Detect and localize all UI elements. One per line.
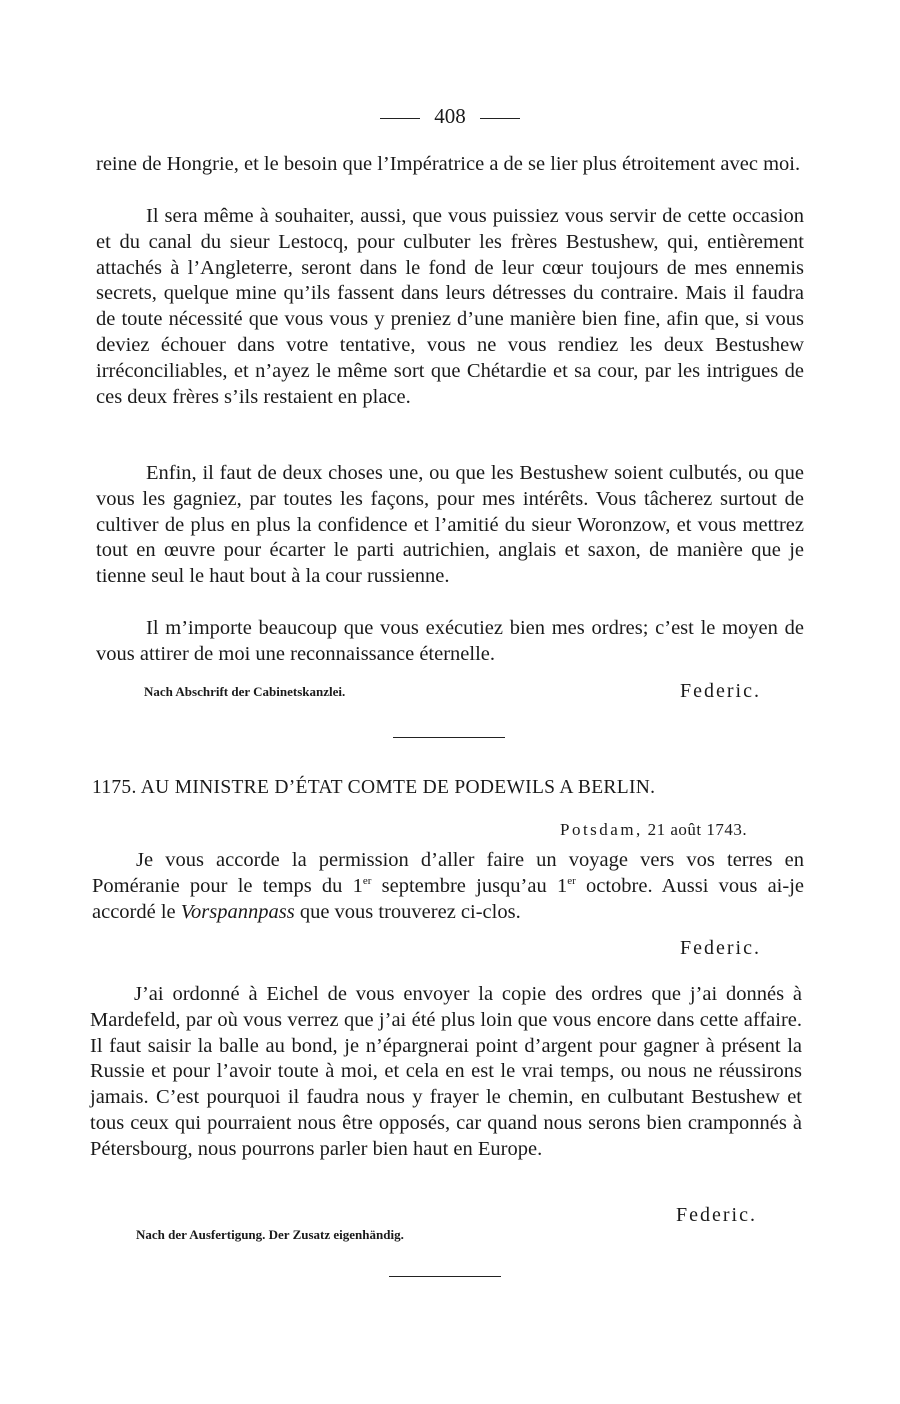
- superscript-2: er: [567, 874, 576, 887]
- dateline: [560, 820, 747, 840]
- source-note-2: Nach der Ausfertigung. Der Zusatz eigenhändig.: [136, 1227, 404, 1242]
- source-note-1: Nach Abschrift der Cabinetskanzlei.: [144, 684, 346, 699]
- letter-body-text-c: octobre. Aussi vous ai-je accordé le: [92, 874, 804, 923]
- letter-body-text-a: Je vous accorde la permission d’aller faire un voyage vers vos terres en Poméranie pour le temps du 1: [92, 849, 804, 897]
- paragraph-3: Enfin, il faut de deux choses une, ou que les Bestushew soient culbutés, ou que vous les gagniez, par toutes les façons, pour mes intérêts. Vous tâcherez surtout de cultiver de plus en plus la confidence et l’amitié du sieur Woronzow, et vous mettrez tout en œuvre pour écarter le parti autrichien, anglais et saxon, de manière que je tienne seul le haut bout à la cour russienne.: [96, 462, 804, 588]
- paragraph-2: Il sera même à souhaiter, aussi, que vous puissiez vous servir de cette occasion et du canal du sieur Lestocq, pour culbuter les frères Bestushew, qui, entièrement attachés à l’Angleterre, seront dans le fond de leur cœur toujours de mes ennemis secrets, quelque mine qu’ils fassent dans leurs détresses du contraire. Mais il faudra de toute nécessité que vous vous y preniez d’une manière bien fine, afin que, si vous deviez échouer dans votre tentative, vous ne vous rendiez les deux Bestushew irréconciliables, et n’ayez le même sort que Chétardie et sa cour, par les intrigues de ces deux frères s’ils restaient en place.: [96, 205, 804, 408]
- letter-body: [92, 848, 804, 925]
- letter-heading: [92, 777, 808, 799]
- letter-number: 1175.: [92, 777, 137, 798]
- section-divider-2: [389, 1276, 501, 1277]
- signature-3: Federic.: [676, 1204, 757, 1226]
- page-number-text: 408: [434, 104, 466, 128]
- dateline-place: Potsdam,: [560, 820, 643, 839]
- superscript-1: er: [362, 874, 372, 887]
- section-divider-1: [393, 737, 505, 738]
- signature-1: Federic.: [680, 680, 761, 702]
- paragraph-4: Il m’importe beaucoup que vous exécutiez bien mes ordres; c’est le moyen de vous attirer de moi une reconnaissance éternelle.: [96, 617, 804, 665]
- letter-body-italic: Vorspannpass: [180, 900, 295, 923]
- signature-2: Federic.: [680, 937, 761, 959]
- letter-body-text-b: septembre jusqu’au 1: [371, 874, 568, 897]
- letter-body-text-d: que vous trouverez ci-clos.: [294, 900, 521, 923]
- page-number-dash-left: [380, 118, 420, 119]
- page-number: [0, 104, 900, 129]
- dateline-date: 21 août 1743.: [647, 820, 748, 839]
- postscript: J’ai ordonné à Eichel de vous envoyer la copie des ordres que j’ai donnés à Mardefeld, par où vous verrez que j’ai été plus loin que vous encore dans cette affaire. Il faut saisir la balle au bond, je n’épargnerai point d’argent pour gagner à présent la Russie et pour l’avoir toute à moi, et cela en est le vrai temps, ou nous ne réussirons jamais. C’est pourquoi il faudra nous y frayer le chemin, en culbutant Bestushew et tous ceux qui pourraient nous être opposés, car quand nous serons bien cramponnés à Pétersbourg, nous pourrons parler bien haut en Europe.: [90, 983, 802, 1160]
- paragraph-1: reine de Hongrie, et le besoin que l’Impératrice a de se lier plus étroitement avec moi.: [96, 153, 801, 175]
- letter-title: AU MINISTRE D’ÉTAT COMTE DE PODEWILS A BERLIN.: [140, 777, 656, 798]
- page-number-dash-right: [480, 118, 520, 119]
